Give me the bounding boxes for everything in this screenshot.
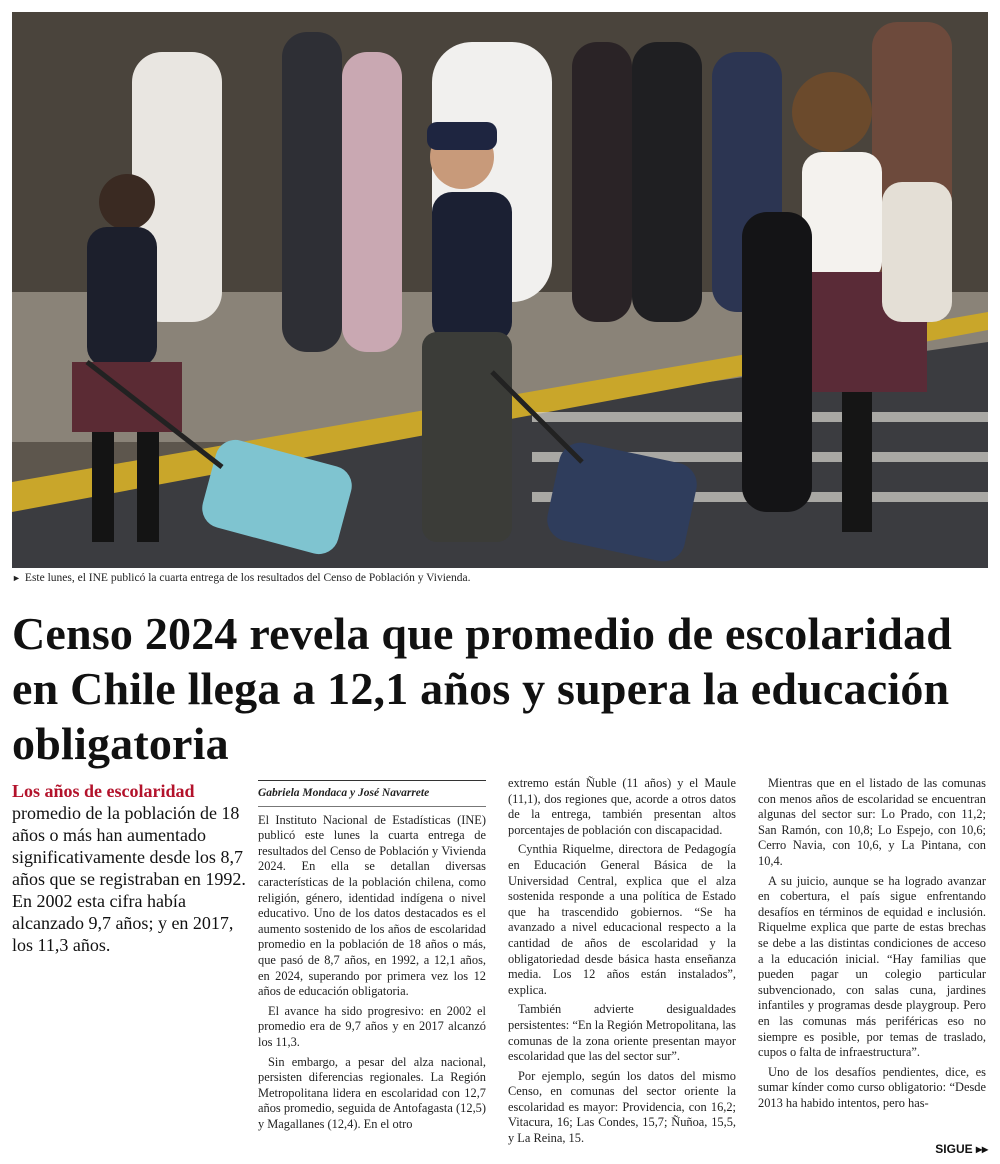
article-column-2 xyxy=(508,776,736,1151)
column-1-paragraph-1: El Instituto Nacional de Estadísticas (INE) publicó este lunes la cuarta entrega de resultados del Censo de Población y Vivienda 2024. En ella se detallan diversas características de la población chilena, como religión, género, identidad indígena o nivel educativo. Uno de los datos destacados es el aumento sostenido de los años de escolaridad promedio en la población de 18 años o más, que pasó de 8,7 años, en 1992, a 12,1 años, en 2024, superando por primera vez los 12 años de educación obligatoria. xyxy=(258,812,486,999)
article-headline: Censo 2024 revela que promedio de escolaridad en Chile llega a 12,1 años y supera la educación obligatoria xyxy=(12,608,953,769)
column-1-paragraph-2: El avance ha sido progresivo: en 2002 el promedio era de 9,7 años y en 2017 alcanzó los 11,3. xyxy=(258,1003,486,1049)
article-column-1 xyxy=(258,780,486,1136)
column-2-paragraph-1: extremo están Ñuble (11 años) y el Maule (11,1), dos regiones que, acorde a otros datos de la entrega, también presentan altos porcentajes de población con discapacidad. xyxy=(508,776,736,837)
lead-text: promedio de la población de 18 años o más han aumentado significativamente desde los 8,7 años que se registraban en 1992. En 2002 esta cifra había alcanzado 9,7 años; y en 2017, los 11,3 años. xyxy=(12,803,246,955)
news-photo xyxy=(12,12,988,568)
schoolchildren-photo-illustration xyxy=(12,12,988,568)
column-3-paragraph-1: Mientras que en el listado de las comunas con menos años de escolaridad se encuentran algunas del sector sur: Lo Prado, con 11,2; San Ramón, con 10,8; Lo Espejo, con 10,6; Cerro Navia, con 10,6, y La Pintana, con 10,4. xyxy=(758,776,986,868)
column-3-paragraph-2: A su juicio, aunque se ha logrado avanzar en cobertura, el país sigue enfrentando desafíos en términos de equidad e inclusión. Riquelme explica que parte de estas brechas se debe a las distintas condiciones de acceso a la educación inicial. “Hay familias que pueden pagar un colegio particular subvencionado, con salas cuna, jardines infantiles y programas desde playgroup. Pero en las comunas más periféricas eso no siempre es posible, por temas de traslado, cupos o falta de infraestructura”. xyxy=(758,873,986,1060)
byline: Gabriela Mondaca y José Navarrete xyxy=(258,780,486,807)
column-2-paragraph-3: También advierte desigualdades persistentes: “En la Región Metropolitana, las comunas de la zona oriente presentan mayor escolaridad que las del sector sur”. xyxy=(508,1002,736,1064)
lead-kicker: Los años de escolaridad xyxy=(12,781,195,801)
photo-caption xyxy=(12,572,988,584)
caption-marker: ► xyxy=(12,573,21,583)
column-2-paragraph-4: Por ejemplo, según los datos del mismo Censo, en comunas del sector oriente la escolaridad es mayor: Providencia, con 16,2; Vitacura, 16; Las Condes, 15,7; Ñuñoa, 15,5, y La Reina, 15. xyxy=(508,1068,736,1146)
column-3-paragraph-3: Uno de los desafíos pendientes, dice, es sumar kínder como curso obligatorio: “Desde 2013 ha habido intentos, pero has- xyxy=(758,1064,986,1110)
continue-marker: SIGUE ▸▸ xyxy=(935,1142,988,1156)
lead-paragraph xyxy=(12,780,248,956)
column-2-paragraph-2: Cynthia Riquelme, directora de Pedagogía en Educación General Básica de la Universidad Central, explica que el alza sostenida responde a una política de Estado que ha trascendido gobiernos. “Se ha avanzado a nivel educacional respecto a la cantidad de años de escolaridad y la obligatoriedad desde básica hasta enseñanza media. Los 12 años están instalados”, explica. xyxy=(508,842,736,997)
column-1-paragraph-3: Sin embargo, a pesar del alza nacional, persisten diferencias regionales. La Región Metropolitana lidera en escolaridad con 12,7 años promedio, seguida de Antofagasta (12,5) y Magallanes (12,4). En el otro xyxy=(258,1054,486,1131)
article-column-3 xyxy=(758,776,986,1115)
caption-text: Este lunes, el INE publicó la cuarta entrega de los resultados del Censo de Población y Vivienda. xyxy=(24,572,471,584)
